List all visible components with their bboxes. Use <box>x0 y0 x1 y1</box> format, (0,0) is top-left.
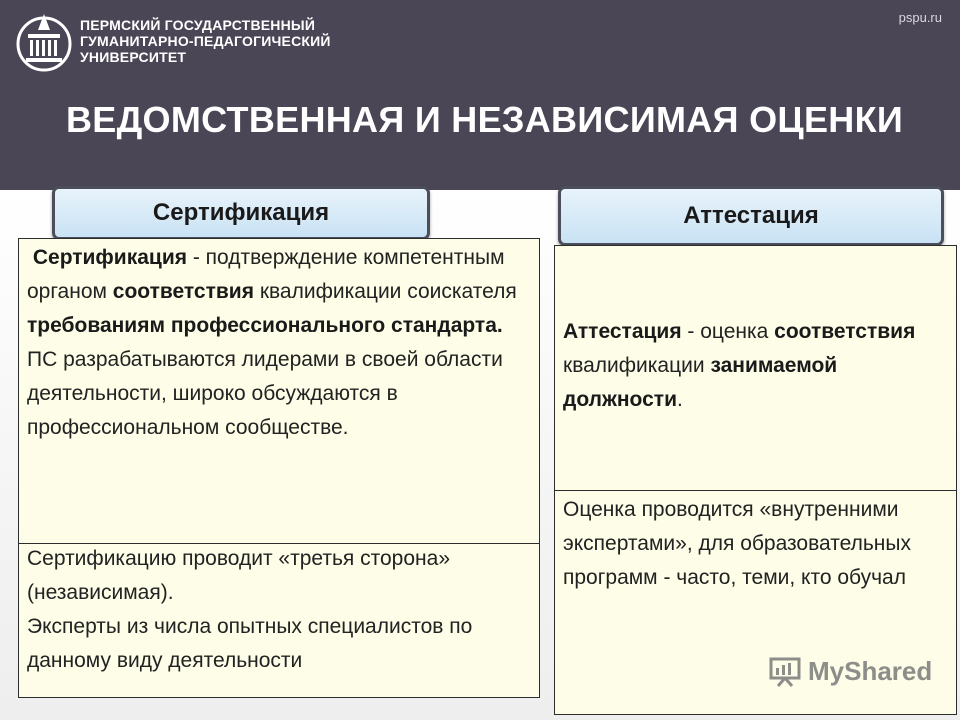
university-name-line: ГУМАНИТАРНО-ПЕДАГОГИЧЕСКИЙ <box>80 33 331 49</box>
site-url: pspu.ru <box>898 10 942 25</box>
definition-text: . <box>676 388 683 411</box>
university-name-line: ПЕРМСКИЙ ГОСУДАРСТВЕННЫЙ <box>80 17 316 33</box>
certification-definition-cell <box>27 241 535 445</box>
standards-note: ПС разрабатываются лидерами в своей области деятельности, широко обсуждаются в профессиональном сообществе. <box>27 348 503 439</box>
internal-experts-note: Оценка проводится «внутренними экспертами», для образовательных программ - часто, теми, кто обучал <box>563 498 911 589</box>
watermark-text: MyShared <box>808 655 933 686</box>
attestation-table <box>554 245 957 715</box>
term-standard: требованиям профессионального стандарта. <box>27 314 503 337</box>
slide-title: ВЕДОМСТВЕННАЯ И НЕЗАВИСИМАЯ ОЦЕНКИ <box>66 99 904 140</box>
third-party-note: Сертификацию проводит «третья сторона» (независимая). <box>27 547 450 604</box>
certification-conductor-cell <box>27 542 535 678</box>
term-conformity: соответствия <box>112 280 254 303</box>
experts-note: Эксперты из числа опытных специалистов по данному виду деятельности <box>27 615 473 672</box>
attestation-definition-cell <box>563 315 953 417</box>
definition-text: квалификации соискателя <box>253 280 517 303</box>
university-name <box>80 17 331 65</box>
certification-definition <box>27 241 535 343</box>
certification-table <box>18 238 540 698</box>
definition-text: - подтверждение компетентным органом <box>27 246 505 303</box>
attestation-conductor-cell <box>563 493 953 595</box>
watermark <box>768 654 932 688</box>
tab-attestation: Аттестация <box>558 186 944 246</box>
table-divider <box>555 490 956 491</box>
presentation-board-icon <box>768 654 802 688</box>
definition-text: - оценка <box>681 320 775 343</box>
university-name-line: УНИВЕРСИТЕТ <box>80 49 187 65</box>
term-conformity: соответствия <box>774 320 916 343</box>
tab-certification: Сертификация <box>52 186 430 240</box>
attestation-definition <box>563 315 953 417</box>
term-position: занимаемой должности <box>563 354 838 411</box>
definition-text: квалификации <box>563 354 711 377</box>
header-bar <box>0 0 960 190</box>
term-attestation: Аттестация <box>563 320 682 343</box>
university-building-icon <box>14 10 74 74</box>
term-certification: Сертификация <box>32 246 187 269</box>
